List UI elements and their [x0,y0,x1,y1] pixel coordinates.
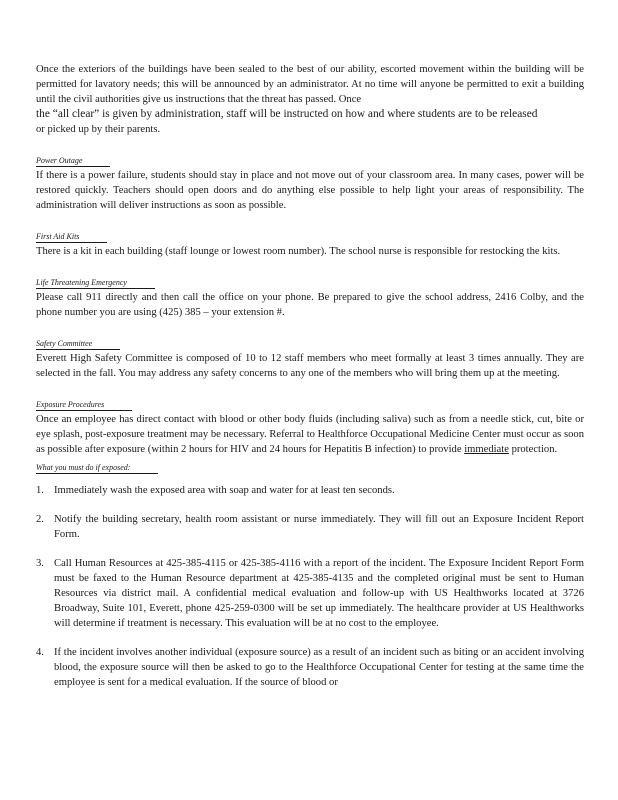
intro-paragraph: Once the exteriors of the buildings have been sealed to the best of our ability, escorted movement within the building will be permitted for lavatory needs; this will be announced by an administrator. At no time will anyone be permitted to exit a building until the civil authorities give us instructions that the threat has passed. Once [36,64,584,105]
list-item [36,556,584,631]
heading-life-threatening: Life Threatening Emergency [36,278,155,289]
power-outage-text: If there is a power failure, students should stay in place and not move out of your classroom area. In many cases, power will be restored quickly. Teachers should open doors and do anything else possible to help light your areas of responsibility. The administration will deliver instructions as soon as possible. [36,170,584,211]
intro-closing-line: or picked up by their parents. [36,124,161,135]
list-item [36,483,584,498]
exposure-text-main: Once an employee has direct contact with blood or other body fluids (including saliva) such as from a needle stick, cut, bite or eye splash, post-exposure treatment may be necessary. Referral to Healthforce Occupational Medicine Center must occur as soon as possible after exposure (within 2 hours for HIV and 24 hours for Hepatitis B infection) to provide [36,414,584,455]
step-text: If the incident involves another individual (exposure source) as a result of an incident such as biting or an accident involving blood, the exposure source will then be asked to go to the Healthforce Occupational Center for testing at the same time the employee is sent for a medical evaluation. If the source of blood or [54,647,584,688]
section-first-aid [36,226,584,259]
list-item [36,512,584,542]
first-aid-text: There is a kit in each building (staff lounge or lowest room number). The school nurse is responsible for restocking the kits. [36,246,561,257]
exposure-steps-list [36,483,584,690]
step-number: 2. [36,514,44,525]
heading-what-you-must-do: What you must do if exposed: [36,463,158,474]
section-exposure-procedures [36,394,584,475]
life-threatening-text: Please call 911 directly and then call the office on your phone. Be prepared to give the school address, 2416 Colby, and the phone number you are using (425) 385 – your extension #. [36,292,584,318]
exposure-text [36,412,584,457]
step-text: Immediately wash the exposed area with soap and water for at least ten seconds. [54,485,395,496]
step-number: 3. [36,558,44,569]
step-number: 1. [36,485,44,496]
exposure-text-end: protection. [511,444,558,455]
heading-power-outage: Power Outage [36,156,110,167]
exposure-text-underlined: immediate [464,444,509,455]
heading-first-aid: First Aid Kits [36,232,107,243]
all-clear-line: the “all clear” is given by administration, staff will be instructed on how and where students are to be released [36,108,538,120]
section-safety-committee [36,333,584,381]
step-text: Notify the building secretary, health room assistant or nurse immediately. They will fill out an Exposure Incident Report Form. [54,514,584,540]
safety-committee-text: Everett High Safety Committee is composed of 10 to 12 staff members who meet formally at least 3 times annually. They are selected in the fall. You may address any safety concerns to any one of the members who will bring them up at the meeting. [36,353,584,379]
list-item [36,645,584,690]
document-page [36,62,584,704]
step-number: 4. [36,647,44,658]
step-text: Call Human Resources at 425-385-4115 or 425-385-4116 with a report of the incident. The Exposure Incident Report Form must be faxed to the Human Resource department at 425-385-4135 and the completed original must be sent to Human Resources via district mail. A confidential medical evaluation and follow-up with US Healthworks located at 3726 Broadway, Suite 101, Everett, phone 425-259-0300 will be set up immediately. The healthcare provider at US Healthworks will determine if treatment is necessary. This evaluation will be at no cost to the employee. [54,558,584,629]
heading-safety-committee: Safety Committee [36,339,120,350]
section-power-outage [36,150,584,213]
section-life-threatening [36,272,584,320]
heading-exposure-procedures: Exposure Procedures [36,400,132,411]
intro-block [36,62,584,137]
